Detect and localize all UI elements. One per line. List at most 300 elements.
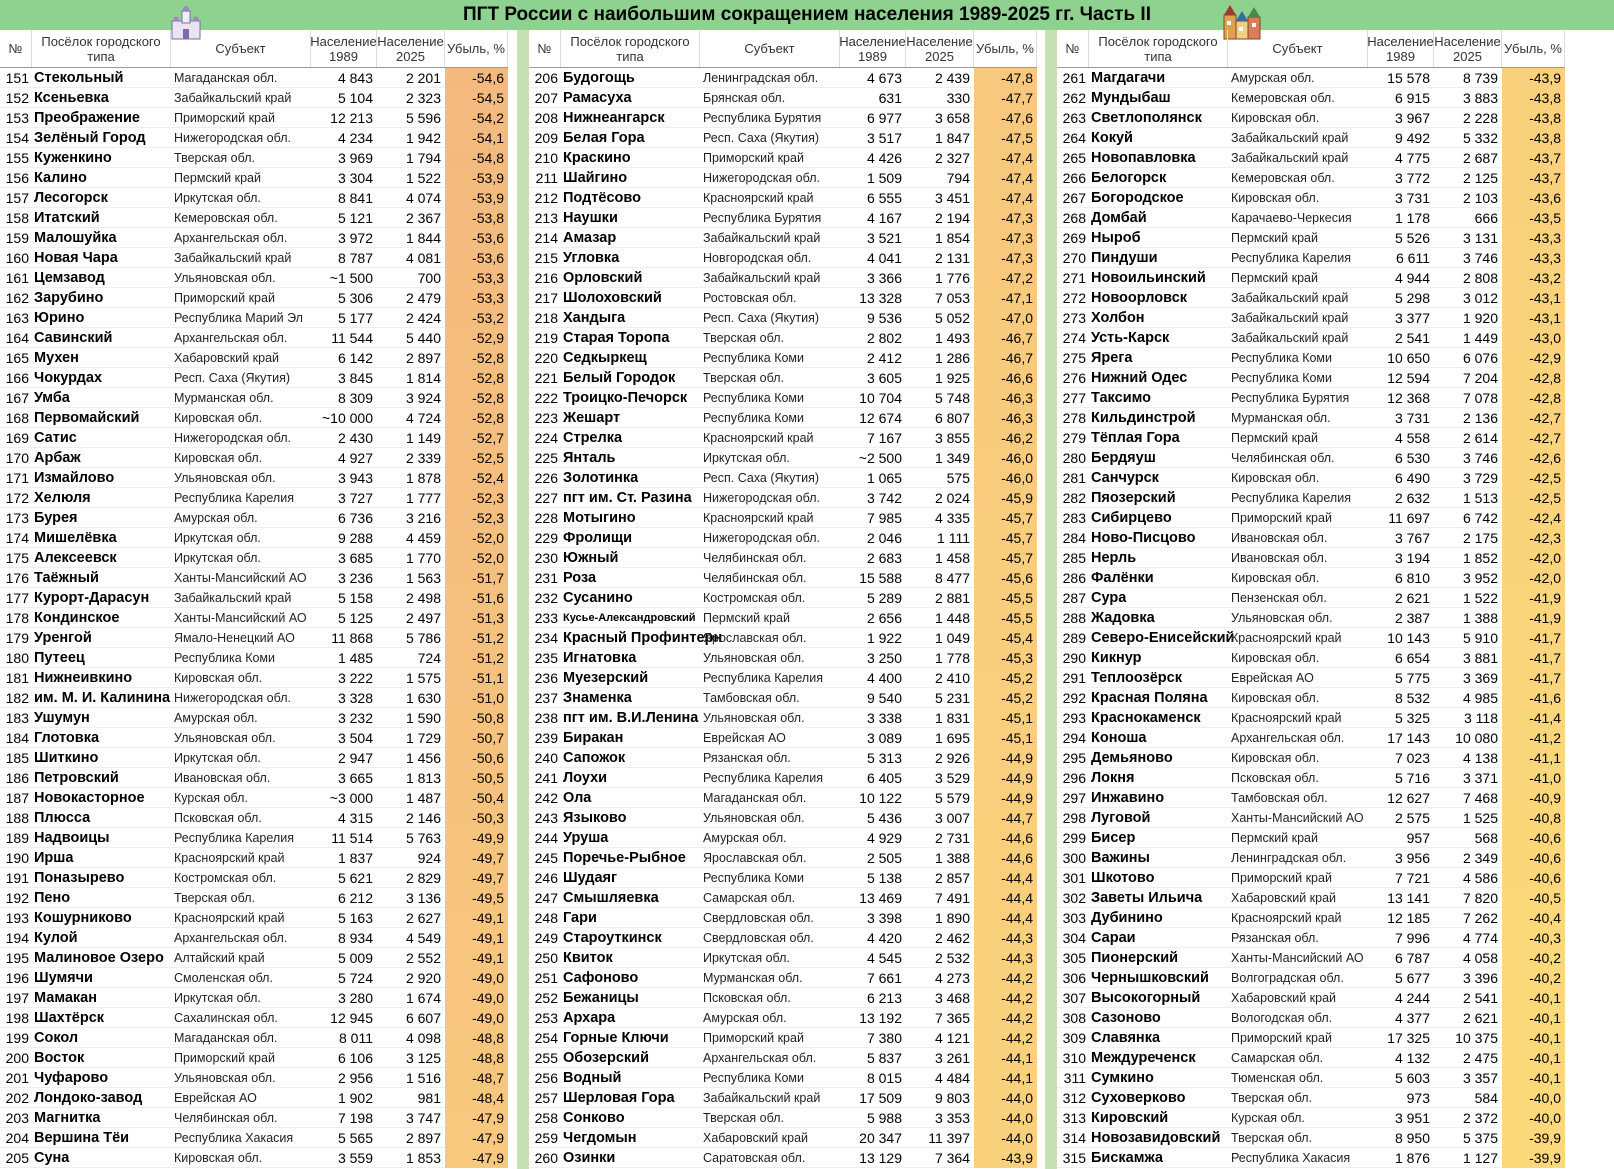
population-1989: 10 704 bbox=[859, 389, 902, 406]
settlement-name: Светлополянск bbox=[1091, 109, 1202, 126]
table-row bbox=[1057, 1068, 1565, 1088]
subject-name: Ульяновская обл. bbox=[1231, 610, 1333, 625]
subject-name: Ханты-Мансийский АО bbox=[174, 610, 307, 625]
table-row bbox=[0, 688, 508, 708]
settlement-name: Поречье-Рыбное bbox=[563, 849, 686, 866]
subject-name: Нижегородская обл. bbox=[703, 490, 820, 505]
decline-percent: -47,3 bbox=[974, 208, 1037, 228]
population-2025: 2 194 bbox=[934, 209, 970, 226]
subject-name: Амурская обл. bbox=[1231, 70, 1315, 85]
subject-name: Пермский край bbox=[1231, 230, 1318, 245]
subject-name: Ленинградская обл. bbox=[703, 70, 819, 85]
decline-percent: -44,0 bbox=[974, 1128, 1037, 1148]
table-row bbox=[0, 548, 508, 568]
population-1989: 8 841 bbox=[337, 189, 373, 206]
row-num: 310 bbox=[1062, 1049, 1086, 1066]
decline-percent: -44,1 bbox=[974, 1068, 1037, 1088]
decline-percent: -49,0 bbox=[445, 988, 508, 1008]
subject-name: Ульяновская обл. bbox=[703, 810, 805, 825]
decline-percent: -53,3 bbox=[445, 268, 508, 288]
decline-percent: -48,8 bbox=[445, 1028, 508, 1048]
subject-name: Архангельская обл. bbox=[174, 330, 288, 345]
row-num: 268 bbox=[1062, 209, 1086, 226]
settlement-name: Жешарт bbox=[563, 409, 621, 426]
settlement-name: Кильдинстрой bbox=[1091, 409, 1196, 426]
population-1989: 6 213 bbox=[866, 989, 902, 1006]
decline-percent: -40,1 bbox=[1502, 1048, 1565, 1068]
row-num: 257 bbox=[534, 1089, 558, 1106]
population-1989: 2 387 bbox=[1394, 609, 1430, 626]
row-num: 219 bbox=[534, 329, 558, 346]
decline-percent: -54,8 bbox=[445, 148, 508, 168]
decline-percent: -44,0 bbox=[974, 1108, 1037, 1128]
table-row bbox=[529, 968, 1037, 988]
header-num: № bbox=[0, 30, 32, 67]
decline-percent: -43,8 bbox=[1502, 128, 1565, 148]
settlement-name: Юрино bbox=[34, 309, 85, 326]
population-1989: 2 505 bbox=[866, 849, 902, 866]
row-num: 258 bbox=[534, 1109, 558, 1126]
population-2025: 1 852 bbox=[1462, 549, 1498, 566]
row-num: 234 bbox=[534, 629, 558, 646]
decline-percent: -41,7 bbox=[1502, 628, 1565, 648]
decline-percent: -51,0 bbox=[445, 688, 508, 708]
population-2025: 5 910 bbox=[1462, 629, 1498, 646]
table-row bbox=[529, 88, 1037, 108]
population-1989: 1 922 bbox=[866, 629, 902, 646]
decline-percent: -45,3 bbox=[974, 648, 1037, 668]
population-2025: 2 897 bbox=[405, 1129, 441, 1146]
row-num: 178 bbox=[5, 609, 29, 626]
table-row bbox=[0, 988, 508, 1008]
population-1989: 2 621 bbox=[1394, 589, 1430, 606]
population-2025: 2 475 bbox=[1462, 1049, 1498, 1066]
row-num: 276 bbox=[1062, 369, 1086, 386]
settlement-name: Таксимо bbox=[1091, 389, 1151, 406]
decline-percent: -49,0 bbox=[445, 1008, 508, 1028]
row-num: 160 bbox=[5, 249, 29, 266]
table-row bbox=[1057, 588, 1565, 608]
population-1989: 2 947 bbox=[337, 749, 373, 766]
population-1989: 8 011 bbox=[339, 1029, 373, 1046]
population-2025: 2 897 bbox=[405, 349, 441, 366]
decline-percent: -44,4 bbox=[974, 888, 1037, 908]
population-1989: 12 213 bbox=[330, 109, 373, 126]
population-2025: 2 552 bbox=[405, 949, 441, 966]
settlement-name: Пено bbox=[34, 889, 71, 906]
table-row bbox=[1057, 308, 1565, 328]
table-row bbox=[0, 1028, 508, 1048]
table-row bbox=[1057, 1028, 1565, 1048]
table-row bbox=[0, 488, 508, 508]
table-row bbox=[0, 948, 508, 968]
population-1989: 3 377 bbox=[1394, 309, 1430, 326]
row-num: 221 bbox=[534, 369, 558, 386]
row-num: 188 bbox=[5, 809, 29, 826]
population-2025: 3 924 bbox=[405, 389, 441, 406]
decline-percent: -47,5 bbox=[974, 128, 1037, 148]
decline-percent: -44,2 bbox=[974, 968, 1037, 988]
decline-percent: -52,3 bbox=[445, 488, 508, 508]
subject-name: Челябинская обл. bbox=[703, 570, 807, 585]
population-1989: 3 969 bbox=[337, 149, 373, 166]
population-1989: 2 541 bbox=[1394, 329, 1430, 346]
population-2025: 6 807 bbox=[934, 409, 970, 426]
population-2025: 1 349 bbox=[934, 449, 970, 466]
table-row bbox=[529, 168, 1037, 188]
table-row bbox=[0, 288, 508, 308]
population-2025: 2 024 bbox=[934, 489, 970, 506]
population-1989: 4 420 bbox=[866, 929, 902, 946]
subject-name: Магаданская обл. bbox=[703, 790, 807, 805]
header-pop2025: Население 2025 bbox=[377, 30, 445, 67]
row-num: 306 bbox=[1062, 969, 1086, 986]
subject-name: Ульяновская обл. bbox=[174, 270, 276, 285]
table-row bbox=[0, 1128, 508, 1148]
population-1989: 3 845 bbox=[337, 369, 373, 386]
population-1989: 3 727 bbox=[337, 489, 373, 506]
row-num: 236 bbox=[534, 669, 558, 686]
table-row bbox=[1057, 888, 1565, 908]
table-header bbox=[1057, 30, 1565, 68]
table-row bbox=[529, 648, 1037, 668]
population-2025: 1 493 bbox=[934, 329, 970, 346]
population-2025: 2 201 bbox=[405, 69, 441, 86]
population-2025: 1 049 bbox=[934, 629, 970, 646]
subject-name: Республика Хакасия bbox=[1231, 1150, 1351, 1165]
table-row bbox=[529, 508, 1037, 528]
population-2025: 4 058 bbox=[1462, 949, 1498, 966]
row-num: 249 bbox=[534, 929, 558, 946]
row-num: 251 bbox=[534, 969, 558, 986]
decline-percent: -49,1 bbox=[445, 928, 508, 948]
header-subject: Субъект bbox=[171, 30, 311, 67]
table-row bbox=[529, 768, 1037, 788]
subject-name: Тамбовская обл. bbox=[1231, 790, 1328, 805]
decline-percent: -43,9 bbox=[1502, 68, 1565, 88]
table-row bbox=[0, 708, 508, 728]
population-2025: 4 484 bbox=[934, 1069, 970, 1086]
population-1989: 3 956 bbox=[1394, 849, 1430, 866]
row-num: 311 bbox=[1063, 1069, 1086, 1086]
settlement-name: Суна bbox=[34, 1149, 70, 1166]
decline-percent: -42,7 bbox=[1502, 408, 1565, 428]
settlement-name: Шудаяг bbox=[563, 869, 618, 886]
decline-percent: -45,1 bbox=[974, 728, 1037, 748]
population-1989: 5 009 bbox=[337, 949, 373, 966]
table-row bbox=[0, 408, 508, 428]
settlement-name: Плюсса bbox=[34, 809, 91, 826]
population-2025: 6 607 bbox=[405, 1009, 441, 1026]
decline-percent: -52,4 bbox=[445, 468, 508, 488]
subject-name: Ростовская обл. bbox=[703, 290, 797, 305]
settlement-name: Ушумун bbox=[34, 709, 90, 726]
population-2025: 1 853 bbox=[405, 1149, 441, 1166]
row-num: 238 bbox=[534, 709, 558, 726]
settlement-name: Роза bbox=[563, 569, 597, 586]
population-1989: 3 194 bbox=[1394, 549, 1430, 566]
subject-name: Республика Карелия bbox=[703, 770, 823, 785]
decline-percent: -54,1 bbox=[445, 128, 508, 148]
row-num: 157 bbox=[5, 189, 29, 206]
population-2025: 981 bbox=[417, 1089, 441, 1106]
decline-percent: -45,1 bbox=[974, 708, 1037, 728]
table-row bbox=[0, 128, 508, 148]
population-1989: 13 129 bbox=[859, 1149, 902, 1166]
subject-name: Забайкальский край bbox=[174, 590, 292, 605]
subject-name: Республика Карелия bbox=[174, 490, 294, 505]
settlement-name: Биракан bbox=[563, 729, 624, 746]
table-row bbox=[0, 508, 508, 528]
population-2025: 6 076 bbox=[1462, 349, 1498, 366]
subject-name: Республика Марий Эл bbox=[174, 310, 303, 325]
population-1989: 6 530 bbox=[1394, 449, 1430, 466]
row-num: 241 bbox=[534, 769, 558, 786]
settlement-name: Богородское bbox=[1091, 189, 1184, 206]
row-num: 174 bbox=[5, 529, 29, 546]
row-num: 243 bbox=[534, 809, 558, 826]
settlement-name: Ярега bbox=[1091, 349, 1133, 366]
row-num: 292 bbox=[1062, 689, 1086, 706]
table-row bbox=[529, 128, 1037, 148]
decline-percent: -41,6 bbox=[1502, 688, 1565, 708]
population-1989: 3 504 bbox=[337, 729, 373, 746]
decline-percent: -40,1 bbox=[1502, 1068, 1565, 1088]
decline-percent: -40,0 bbox=[1502, 1088, 1565, 1108]
row-num: 156 bbox=[5, 169, 29, 186]
row-num: 262 bbox=[1062, 89, 1086, 106]
subject-name: Кировская обл. bbox=[174, 670, 263, 685]
table-row bbox=[0, 68, 508, 88]
subject-name: Иркутская обл. bbox=[174, 550, 261, 565]
subject-name: Брянская обл. bbox=[703, 90, 786, 105]
population-1989: 7 198 bbox=[337, 1109, 373, 1126]
table-row bbox=[529, 228, 1037, 248]
decline-percent: -50,4 bbox=[445, 788, 508, 808]
decline-percent: -53,9 bbox=[445, 168, 508, 188]
decline-percent: -41,2 bbox=[1502, 728, 1565, 748]
row-num: 275 bbox=[1062, 349, 1086, 366]
population-1989: 4 244 bbox=[1394, 989, 1430, 1006]
decline-percent: -52,5 bbox=[445, 448, 508, 468]
population-2025: 7 468 bbox=[1462, 789, 1498, 806]
population-2025: 4 138 bbox=[1462, 749, 1498, 766]
population-1989: 4 775 bbox=[1394, 149, 1430, 166]
settlement-name: Заветы Ильича bbox=[1091, 889, 1203, 906]
population-2025: 4 774 bbox=[1462, 929, 1498, 946]
population-1989: 3 731 bbox=[1394, 189, 1430, 206]
population-1989: 5 289 bbox=[866, 589, 902, 606]
population-2025: 3 261 bbox=[934, 1049, 970, 1066]
decline-percent: -43,9 bbox=[974, 1148, 1037, 1168]
settlement-name: Рамасуха bbox=[563, 89, 632, 106]
subject-name: Забайкальский край bbox=[1231, 310, 1349, 325]
table-row bbox=[529, 708, 1037, 728]
table-row bbox=[529, 888, 1037, 908]
subject-name: Пермский край bbox=[1231, 830, 1318, 845]
decline-percent: -44,9 bbox=[974, 788, 1037, 808]
page-title bbox=[0, 0, 1614, 30]
table-row bbox=[0, 628, 508, 648]
row-num: 196 bbox=[5, 969, 29, 986]
table-row bbox=[1057, 388, 1565, 408]
settlement-name: Ксеньевка bbox=[34, 89, 109, 106]
population-2025: 1 890 bbox=[934, 909, 970, 926]
settlement-name: Мишелёвка bbox=[34, 529, 117, 546]
table-row bbox=[0, 648, 508, 668]
subject-name: Мурманская обл. bbox=[174, 390, 274, 405]
population-1989: 9 492 bbox=[1394, 129, 1430, 146]
population-2025: 1 522 bbox=[405, 169, 441, 186]
table-row bbox=[0, 848, 508, 868]
decline-percent: -53,6 bbox=[445, 248, 508, 268]
population-1989: 1 902 bbox=[337, 1089, 373, 1106]
population-2025: 2 339 bbox=[405, 449, 441, 466]
table-row bbox=[1057, 848, 1565, 868]
population-1989: 5 325 bbox=[1394, 709, 1430, 726]
subject-name: Забайкальский край bbox=[1231, 290, 1349, 305]
settlement-name: Языково bbox=[563, 809, 627, 826]
settlement-name: Золотинка bbox=[563, 469, 639, 486]
table-row bbox=[1057, 1088, 1565, 1108]
settlement-name: Ола bbox=[563, 789, 592, 806]
subject-name: Ивановская обл. bbox=[1231, 550, 1328, 565]
population-1989: 9 540 bbox=[866, 689, 902, 706]
subject-name: Иркутская обл. bbox=[174, 750, 261, 765]
decline-percent: -51,2 bbox=[445, 648, 508, 668]
population-2025: 3 118 bbox=[1464, 709, 1498, 726]
population-1989: 5 125 bbox=[337, 609, 373, 626]
row-num: 295 bbox=[1062, 749, 1086, 766]
population-1989: 6 736 bbox=[337, 509, 373, 526]
population-1989: 957 bbox=[1406, 829, 1430, 846]
decline-percent: -53,3 bbox=[445, 288, 508, 308]
population-2025: 4 074 bbox=[405, 189, 441, 206]
decline-percent: -54,6 bbox=[445, 68, 508, 88]
population-2025: 4 459 bbox=[405, 529, 441, 546]
population-2025: 1 920 bbox=[1462, 309, 1498, 326]
row-num: 153 bbox=[5, 109, 29, 126]
row-num: 151 bbox=[5, 69, 29, 86]
population-1989: 3 398 bbox=[866, 909, 902, 926]
population-1989: 4 234 bbox=[337, 129, 373, 146]
header-num: № bbox=[1057, 30, 1089, 67]
settlement-name: им. М. И. Калинина bbox=[34, 689, 171, 706]
subject-name: Архангельская обл. bbox=[1231, 730, 1345, 745]
row-num: 200 bbox=[5, 1049, 29, 1066]
subject-name: Курская обл. bbox=[174, 790, 248, 805]
decline-percent: -40,4 bbox=[1502, 908, 1565, 928]
row-num: 273 bbox=[1062, 309, 1086, 326]
subject-name: Иркутская обл. bbox=[703, 450, 790, 465]
subject-name: Приморский край bbox=[703, 1030, 804, 1045]
population-1989: 6 490 bbox=[1394, 469, 1430, 486]
subject-name: Еврейская АО bbox=[1231, 670, 1314, 685]
subject-name: Красноярский край bbox=[174, 850, 285, 865]
settlement-name: Янталь bbox=[563, 449, 616, 466]
decline-percent: -44,9 bbox=[974, 768, 1037, 788]
subject-name: Ульяновская обл. bbox=[703, 710, 805, 725]
population-2025: 3 357 bbox=[1462, 1069, 1498, 1086]
decline-percent: -49,0 bbox=[445, 968, 508, 988]
population-2025: 8 739 bbox=[1462, 69, 1498, 86]
row-num: 288 bbox=[1062, 609, 1086, 626]
settlement-name: Белая Гора bbox=[563, 129, 645, 146]
decline-percent: -40,6 bbox=[1502, 848, 1565, 868]
population-1989: 5 775 bbox=[1394, 669, 1430, 686]
row-num: 227 bbox=[534, 489, 558, 506]
settlement-name: Магнитка bbox=[34, 1109, 101, 1126]
row-num: 228 bbox=[534, 509, 558, 526]
table-row bbox=[529, 788, 1037, 808]
row-num: 165 bbox=[5, 349, 29, 366]
table-row bbox=[0, 388, 508, 408]
row-num: 264 bbox=[1062, 129, 1086, 146]
population-1989: 7 721 bbox=[1394, 869, 1430, 886]
table-row bbox=[0, 728, 508, 748]
table-header bbox=[0, 30, 508, 68]
population-1989: 5 621 bbox=[337, 869, 373, 886]
population-1989: 4 929 bbox=[866, 829, 902, 846]
subject-name: Хабаровский край bbox=[1231, 890, 1337, 905]
population-1989: 6 611 bbox=[1396, 249, 1430, 266]
subject-name: Ульяновская обл. bbox=[174, 1070, 276, 1085]
population-2025: 6 742 bbox=[1462, 509, 1498, 526]
subject-name: Иркутская обл. bbox=[703, 950, 790, 965]
population-1989: 4 843 bbox=[337, 69, 373, 86]
row-num: 255 bbox=[534, 1049, 558, 1066]
table-row bbox=[529, 928, 1037, 948]
decline-percent: -43,1 bbox=[1502, 288, 1565, 308]
table-row bbox=[1057, 908, 1565, 928]
settlement-name: Пиндуши bbox=[1091, 249, 1158, 266]
population-2025: 2 439 bbox=[934, 69, 970, 86]
population-2025: 1 674 bbox=[405, 989, 441, 1006]
row-num: 300 bbox=[1062, 849, 1086, 866]
header-decline: Убыль, % bbox=[1502, 30, 1565, 67]
population-2025: 2 926 bbox=[934, 749, 970, 766]
settlement-name: Новоильинский bbox=[1091, 269, 1206, 286]
table-row bbox=[0, 328, 508, 348]
table-row bbox=[1057, 788, 1565, 808]
population-1989: 2 575 bbox=[1394, 809, 1430, 826]
population-2025: 1 854 bbox=[934, 229, 970, 246]
table-row bbox=[1057, 868, 1565, 888]
settlement-name: Будогощь bbox=[563, 69, 635, 86]
population-1989: 6 977 bbox=[866, 109, 902, 126]
row-num: 281 bbox=[1062, 469, 1086, 486]
table-row bbox=[1057, 328, 1565, 348]
subject-name: Красноярский край bbox=[703, 430, 814, 445]
row-num: 190 bbox=[5, 849, 29, 866]
settlement-name: Орловский bbox=[563, 269, 643, 286]
population-2025: 2 920 bbox=[405, 969, 441, 986]
decline-percent: -49,7 bbox=[445, 848, 508, 868]
subject-name: Тверская обл. bbox=[1231, 1090, 1312, 1105]
population-2025: 5 763 bbox=[405, 829, 441, 846]
subject-name: Самарская обл. bbox=[703, 890, 796, 905]
table-row bbox=[529, 908, 1037, 928]
row-num: 229 bbox=[534, 529, 558, 546]
row-num: 286 bbox=[1062, 569, 1086, 586]
decline-percent: -41,7 bbox=[1502, 668, 1565, 688]
population-1989: 2 632 bbox=[1394, 489, 1430, 506]
subject-name: Республика Коми bbox=[703, 350, 805, 365]
decline-percent: -44,3 bbox=[974, 948, 1037, 968]
table-row bbox=[529, 468, 1037, 488]
population-2025: 7 364 bbox=[934, 1149, 970, 1166]
population-2025: 1 448 bbox=[934, 609, 970, 626]
